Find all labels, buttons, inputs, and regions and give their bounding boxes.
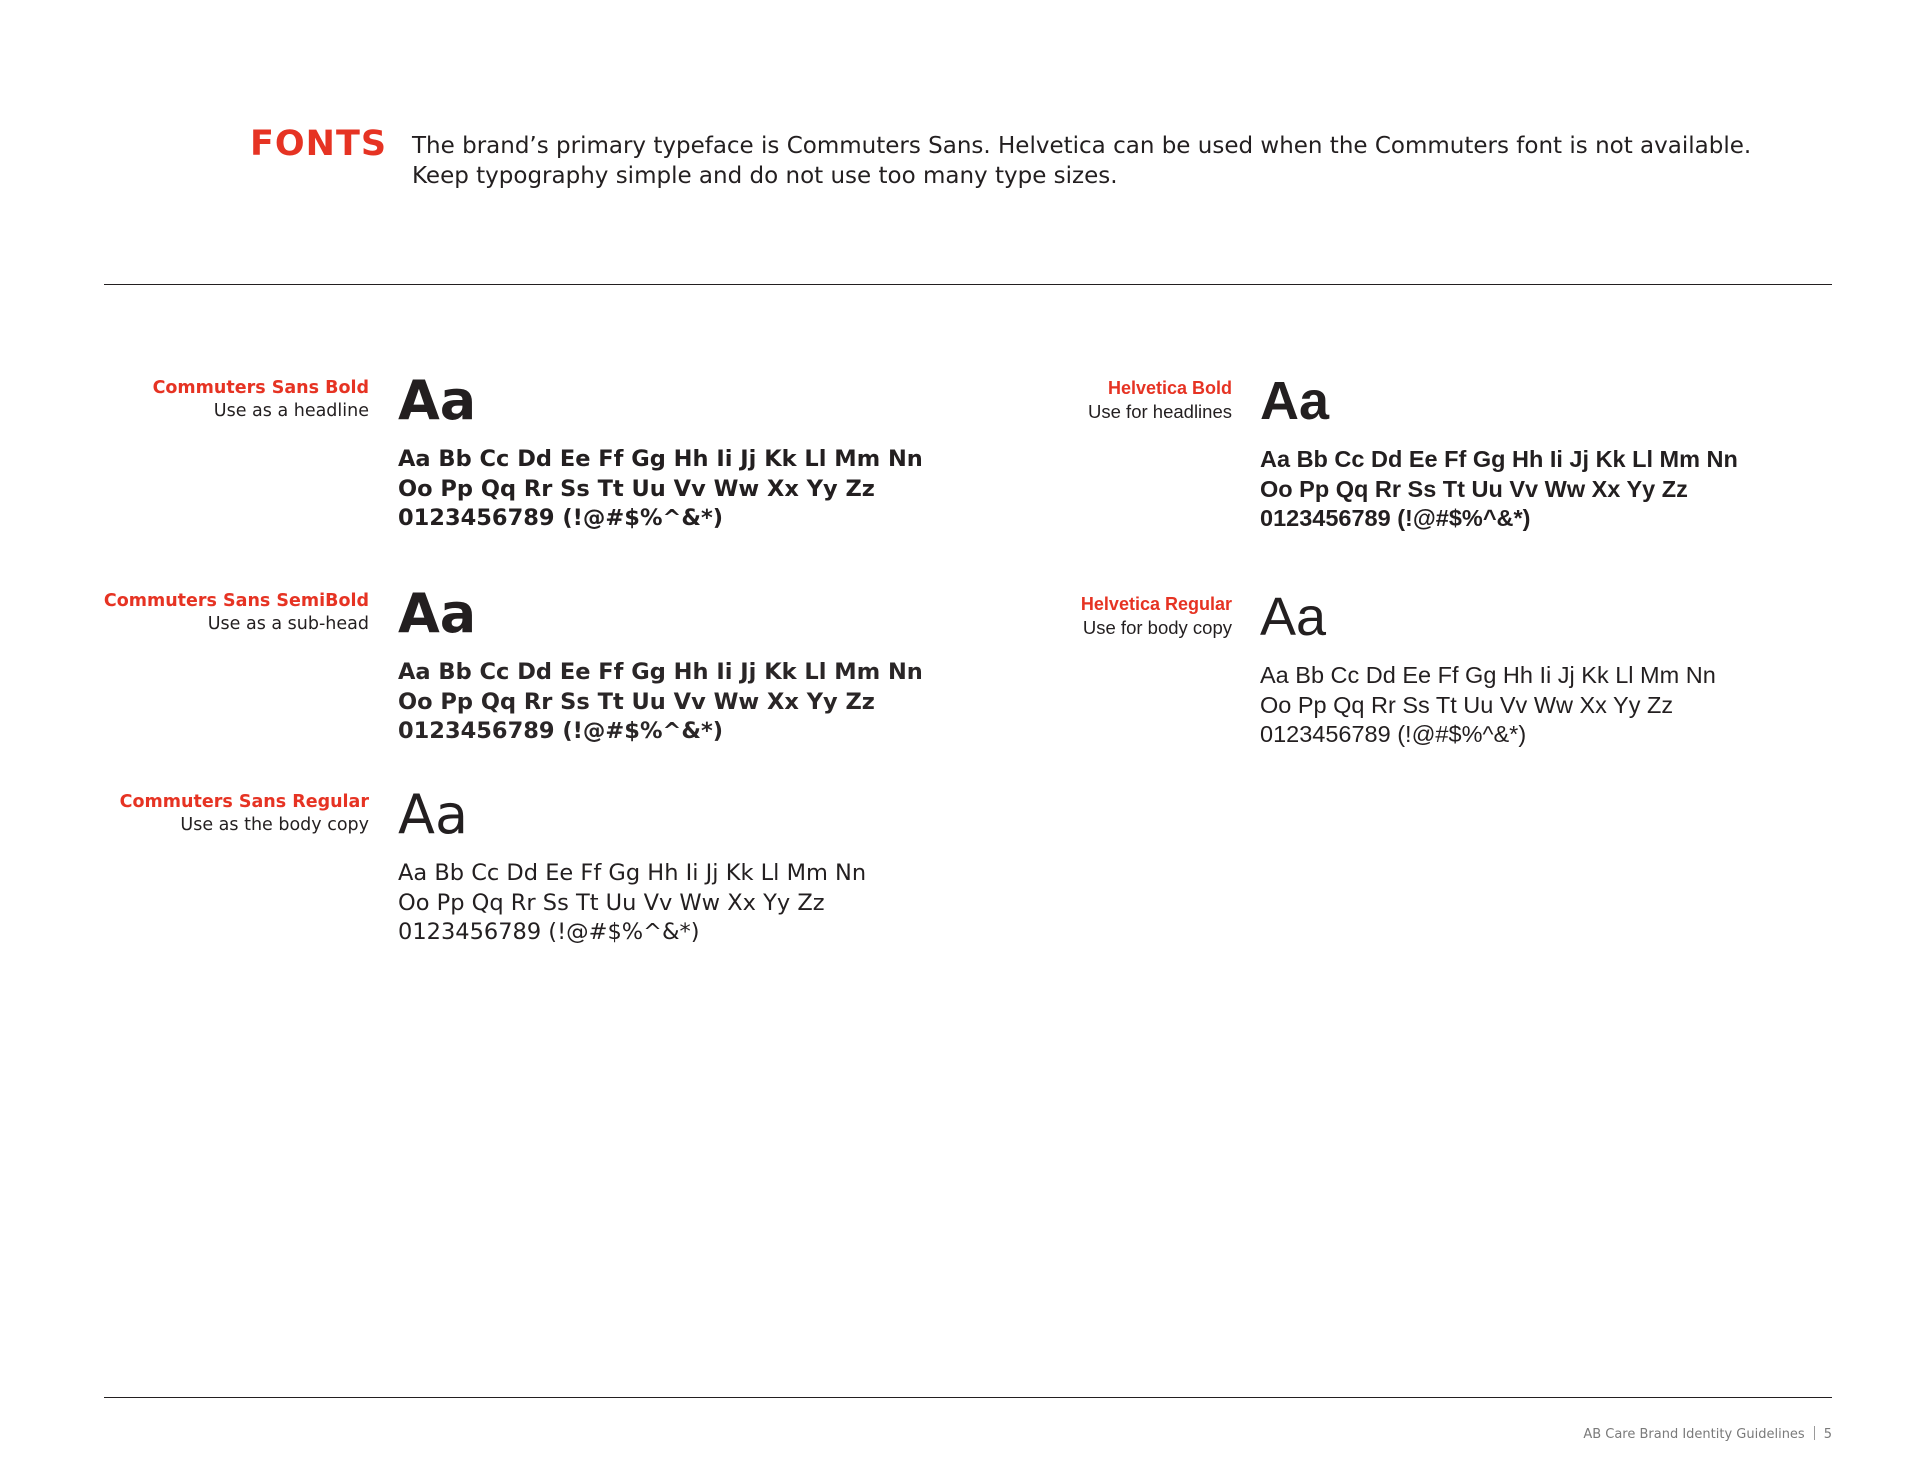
font-usage: Use as the body copy — [180, 815, 369, 835]
alphabet-line: Aa Bb Cc Dd Ee Ff Gg Hh Ii Jj Kk Ll Mm Nn — [398, 659, 923, 685]
font-usage: Use for body copy — [1082, 617, 1232, 638]
alphabet-line: 0123456789 (!@#$%^&*) — [398, 718, 724, 744]
alphabet-line: 0123456789 (!@#$%^&*) — [398, 505, 724, 531]
font-label-helvetica-regular — [1081, 593, 1232, 639]
font-sample-commuters-bold — [398, 371, 923, 534]
top-divider — [104, 284, 1832, 285]
alphabet-line: Oo Pp Qq Rr Ss Tt Uu Vv Ww Xx Yy Zz — [1260, 475, 1688, 502]
footer-document-title: AB Care Brand Identity Guidelines — [1583, 1427, 1805, 1442]
bottom-divider — [104, 1397, 1832, 1398]
page-footer — [1583, 1426, 1832, 1442]
alphabet-line: Oo Pp Qq Rr Ss Tt Uu Vv Ww Xx Yy Zz — [398, 475, 875, 502]
font-label-commuters-bold — [153, 377, 369, 423]
sample-large-aa: Aa — [1260, 371, 1330, 431]
alphabet-line: Oo Pp Qq Rr Ss Tt Uu Vv Ww Xx Yy Zz — [398, 889, 825, 916]
font-label-commuters-semibold — [104, 590, 369, 636]
sample-alphabet — [398, 658, 923, 747]
sample-alphabet — [1260, 445, 1738, 534]
sample-alphabet — [398, 859, 866, 948]
font-label-commuters-regular — [120, 791, 369, 837]
font-name: Commuters Sans SemiBold — [103, 591, 369, 611]
sample-large-aa: Aa — [398, 369, 477, 432]
font-name: Commuters Sans Regular — [119, 792, 369, 812]
font-sample-commuters-semibold — [398, 584, 923, 747]
footer-separator — [1814, 1426, 1815, 1440]
page-header-title: FONTS — [250, 124, 388, 164]
sample-alphabet — [398, 445, 923, 534]
font-sample-commuters-regular — [398, 785, 866, 948]
font-usage: Use as a sub-head — [207, 614, 369, 634]
page-header-description: The brand’s primary typeface is Commuters Sans. Helvetica can be used when the Commuters font is not available. Keep typography simple and do not use too many type sizes. — [412, 133, 1752, 189]
alphabet-line: 0123456789 (!@#$%^&*) — [398, 919, 700, 945]
sample-alphabet — [1260, 661, 1716, 750]
sample-large-aa: Aa — [398, 582, 477, 645]
alphabet-line: Oo Pp Qq Rr Ss Tt Uu Vv Ww Xx Yy Zz — [1260, 691, 1674, 718]
footer-page-number: 5 — [1823, 1427, 1832, 1442]
alphabet-line: Aa Bb Cc Dd Ee Ff Gg Hh Ii Jj Kk Ll Mm Nn — [1260, 662, 1716, 688]
font-usage: Use for headlines — [1088, 401, 1232, 422]
font-label-helvetica-bold — [1088, 377, 1232, 423]
sample-large-aa: Aa — [398, 783, 469, 846]
font-sample-helvetica-bold — [1260, 371, 1738, 534]
font-usage: Use as a headline — [213, 401, 369, 421]
font-name: Helvetica Regular — [1080, 594, 1232, 614]
alphabet-line: Aa Bb Cc Dd Ee Ff Gg Hh Ii Jj Kk Ll Mm Nn — [1260, 446, 1738, 472]
font-sample-helvetica-regular — [1260, 587, 1716, 750]
alphabet-line: Aa Bb Cc Dd Ee Ff Gg Hh Ii Jj Kk Ll Mm Nn — [398, 446, 923, 472]
sample-large-aa: Aa — [1260, 587, 1327, 647]
alphabet-line: 0123456789 (!@#$%^&*) — [1260, 721, 1527, 747]
font-name: Commuters Sans Bold — [152, 378, 369, 398]
font-name: Helvetica Bold — [1107, 378, 1232, 398]
alphabet-line: 0123456789 (!@#$%^&*) — [1260, 505, 1531, 531]
alphabet-line: Oo Pp Qq Rr Ss Tt Uu Vv Ww Xx Yy Zz — [398, 688, 875, 715]
alphabet-line: Aa Bb Cc Dd Ee Ff Gg Hh Ii Jj Kk Ll Mm Nn — [398, 860, 867, 886]
